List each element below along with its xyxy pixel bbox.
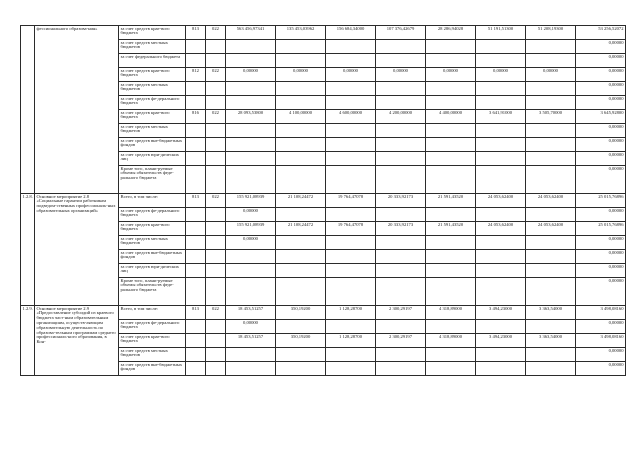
year-amount-cell xyxy=(476,208,526,222)
year-amount-cell: 0,00000 xyxy=(576,264,626,278)
year-amount-cell: 156 684,34000 xyxy=(326,26,376,40)
year-amount-cell: 0,00000 xyxy=(576,138,626,152)
year-amount-cell xyxy=(426,152,476,166)
funding-source-cell: за счет средств крае-вого бюджета xyxy=(119,334,186,348)
year-amount-cell: 20 333,92173 xyxy=(376,194,426,208)
year-amount-cell xyxy=(476,54,526,68)
year-amount-cell xyxy=(476,278,526,306)
grbs-code-cell xyxy=(186,166,206,194)
year-amount-cell: 4 400,00000 xyxy=(426,110,476,124)
year-amount-cell xyxy=(376,166,426,194)
year-amount-cell xyxy=(526,54,576,68)
year-amount-cell xyxy=(276,138,326,152)
year-amount-cell: 135 453,03962 xyxy=(276,26,326,40)
funding-source-cell: за счет средств юри-дических лиц xyxy=(119,152,186,166)
grbs-code-cell xyxy=(186,138,206,152)
year-amount-cell xyxy=(376,236,426,250)
year-amount-cell: 1 128,28700 xyxy=(326,306,376,320)
year-amount-cell xyxy=(526,362,576,376)
year-amount-cell: 0,00000 xyxy=(426,68,476,82)
year-amount-cell: 1 128,28700 xyxy=(326,334,376,348)
year-amount-cell: 0,00000 xyxy=(576,250,626,264)
year-amount-cell xyxy=(326,250,376,264)
year-amount-cell xyxy=(376,124,426,138)
section-code-cell xyxy=(206,96,226,110)
grbs-code-cell xyxy=(186,278,206,306)
funding-source-cell: за счет средств местных бюджетов xyxy=(119,124,186,138)
year-amount-cell: 3 494,23000 xyxy=(476,306,526,320)
year-amount-cell xyxy=(476,166,526,194)
year-amount-cell xyxy=(276,250,326,264)
year-amount-cell xyxy=(526,264,576,278)
funding-source-cell: Кроме того, плани-руемые объемы обязательств феде-рального бюджета xyxy=(119,166,186,194)
year-amount-cell: 0,00000 xyxy=(526,68,576,82)
funding-source-cell: за счет средств вне-бюджетных фондов xyxy=(119,138,186,152)
year-amount-cell: 0,00000 xyxy=(576,208,626,222)
year-amount-cell: 0,00000 xyxy=(576,96,626,110)
year-amount-cell xyxy=(426,362,476,376)
year-amount-cell xyxy=(476,250,526,264)
year-amount-cell xyxy=(476,152,526,166)
section-code-cell xyxy=(206,152,226,166)
section-code-cell xyxy=(206,362,226,376)
year-amount-cell: 4 100,00000 xyxy=(276,110,326,124)
year-amount-cell xyxy=(276,278,326,306)
year-amount-cell: 24 053,62400 xyxy=(476,194,526,208)
year-amount-cell xyxy=(476,96,526,110)
year-amount-cell xyxy=(376,40,426,54)
year-amount-cell xyxy=(276,348,326,362)
item-number-cell: 1.2.9. xyxy=(21,306,35,376)
year-amount-cell xyxy=(276,54,326,68)
table-row xyxy=(21,26,626,40)
year-amount-cell: 53 256,52072 xyxy=(576,26,626,40)
year-amount-cell xyxy=(376,320,426,334)
year-amount-cell xyxy=(526,320,576,334)
year-amount-cell: 0,00000 xyxy=(326,68,376,82)
year-amount-cell xyxy=(426,40,476,54)
section-code-cell xyxy=(206,320,226,334)
year-amount-cell xyxy=(276,152,326,166)
year-amount-cell: 28 286,94028 xyxy=(426,26,476,40)
section-code-cell xyxy=(206,166,226,194)
year-amount-cell: 24 053,62400 xyxy=(526,194,576,208)
funding-source-cell: за счет средств фе-дерального бюджета xyxy=(119,208,186,222)
funding-source-cell: за счет средств местных бюджетов xyxy=(119,82,186,96)
year-amount-cell xyxy=(426,278,476,306)
item-number-cell xyxy=(21,26,35,194)
total-amount-cell: 18 453,51257 xyxy=(226,306,276,320)
year-amount-cell: 19 764,47078 xyxy=(326,194,376,208)
total-amount-cell xyxy=(226,138,276,152)
year-amount-cell xyxy=(276,236,326,250)
year-amount-cell: 0,00000 xyxy=(576,348,626,362)
year-amount-cell xyxy=(526,166,576,194)
total-amount-cell: 155 921,08939 xyxy=(226,222,276,236)
grbs-code-cell xyxy=(186,124,206,138)
funding-source-cell: за счет средств крае-вого бюджета xyxy=(119,68,186,82)
section-code-cell xyxy=(206,54,226,68)
section-code-cell xyxy=(206,82,226,96)
year-amount-cell: 51 191,51300 xyxy=(476,26,526,40)
year-amount-cell: 21 591,43520 xyxy=(426,194,476,208)
total-amount-cell xyxy=(226,124,276,138)
section-code-cell xyxy=(206,40,226,54)
total-amount-cell: 18 453,51257 xyxy=(226,334,276,348)
grbs-code-cell xyxy=(186,264,206,278)
total-amount-cell xyxy=(226,348,276,362)
section-code-cell: 022 xyxy=(206,194,226,208)
funding-source-cell: за счет средств местных бюджетов xyxy=(119,348,186,362)
measure-name-cell: фессионального образова-ния» xyxy=(35,26,119,194)
total-amount-cell xyxy=(226,362,276,376)
year-amount-cell: 3 645,92800 xyxy=(576,110,626,124)
year-amount-cell xyxy=(426,54,476,68)
section-code-cell xyxy=(206,250,226,264)
year-amount-cell: 4 600,00000 xyxy=(326,110,376,124)
table-row xyxy=(21,306,626,320)
year-amount-cell xyxy=(526,208,576,222)
year-amount-cell xyxy=(376,138,426,152)
year-amount-cell: 350,19200 xyxy=(276,306,326,320)
year-amount-cell xyxy=(426,250,476,264)
year-amount-cell: 0,00000 xyxy=(576,40,626,54)
funding-source-cell: за счет федерального бюджета xyxy=(119,54,186,68)
funding-source-cell: за счет средств вне-бюджетных фондов xyxy=(119,362,186,376)
year-amount-cell xyxy=(526,96,576,110)
year-amount-cell xyxy=(376,264,426,278)
year-amount-cell: 21 591,43520 xyxy=(426,222,476,236)
year-amount-cell xyxy=(426,348,476,362)
item-number-cell: 1.2.8. xyxy=(21,194,35,306)
year-amount-cell: 0,00000 xyxy=(576,320,626,334)
year-amount-cell xyxy=(326,40,376,54)
funding-source-cell: за счет средств крае-вого бюджета xyxy=(119,110,186,124)
year-amount-cell xyxy=(426,264,476,278)
year-amount-cell xyxy=(426,82,476,96)
year-amount-cell xyxy=(476,82,526,96)
total-amount-cell xyxy=(226,152,276,166)
year-amount-cell: 3 641,91000 xyxy=(476,110,526,124)
year-amount-cell xyxy=(326,166,376,194)
year-amount-cell xyxy=(326,348,376,362)
grbs-code-cell: 816 xyxy=(186,110,206,124)
year-amount-cell: 0,00000 xyxy=(376,68,426,82)
year-amount-cell: 3 505,70000 xyxy=(526,110,576,124)
grbs-code-cell xyxy=(186,334,206,348)
year-amount-cell xyxy=(526,152,576,166)
year-amount-cell: 25 015,76896 xyxy=(576,222,626,236)
year-amount-cell xyxy=(276,208,326,222)
year-amount-cell xyxy=(426,320,476,334)
year-amount-cell xyxy=(426,124,476,138)
year-amount-cell xyxy=(326,320,376,334)
year-amount-cell: 24 053,62400 xyxy=(526,222,576,236)
year-amount-cell: 3 498,08160 xyxy=(576,306,626,320)
year-amount-cell xyxy=(526,278,576,306)
year-amount-cell xyxy=(276,124,326,138)
year-amount-cell xyxy=(326,152,376,166)
year-amount-cell: 0,00000 xyxy=(576,68,626,82)
section-code-cell xyxy=(206,222,226,236)
year-amount-cell xyxy=(326,278,376,306)
year-amount-cell xyxy=(476,124,526,138)
year-amount-cell xyxy=(526,348,576,362)
year-amount-cell: 0,00000 xyxy=(576,362,626,376)
grbs-code-cell xyxy=(186,82,206,96)
grbs-code-cell xyxy=(186,250,206,264)
year-amount-cell: 0,00000 xyxy=(276,68,326,82)
section-code-cell: 022 xyxy=(206,68,226,82)
year-amount-cell: 0,00000 xyxy=(576,82,626,96)
year-amount-cell xyxy=(526,82,576,96)
grbs-code-cell: 813 xyxy=(186,194,206,208)
total-amount-cell xyxy=(226,250,276,264)
total-amount-cell xyxy=(226,166,276,194)
year-amount-cell xyxy=(476,362,526,376)
grbs-code-cell: 812 xyxy=(186,68,206,82)
year-amount-cell: 4 318,89000 xyxy=(426,334,476,348)
year-amount-cell xyxy=(426,96,476,110)
year-amount-cell xyxy=(276,82,326,96)
total-amount-cell: 0,00000 xyxy=(226,68,276,82)
funding-source-cell: за счет средств крае-вого бюджета xyxy=(119,222,186,236)
total-amount-cell xyxy=(226,96,276,110)
total-amount-cell: 28 093,53800 xyxy=(226,110,276,124)
year-amount-cell xyxy=(376,82,426,96)
grbs-code-cell xyxy=(186,362,206,376)
year-amount-cell xyxy=(426,236,476,250)
year-amount-cell xyxy=(526,138,576,152)
year-amount-cell xyxy=(276,362,326,376)
section-code-cell: 022 xyxy=(206,26,226,40)
year-amount-cell xyxy=(376,54,426,68)
year-amount-cell xyxy=(476,264,526,278)
grbs-code-cell xyxy=(186,152,206,166)
year-amount-cell xyxy=(526,124,576,138)
year-amount-cell xyxy=(326,362,376,376)
grbs-code-cell xyxy=(186,222,206,236)
total-amount-cell: 155 921,08939 xyxy=(226,194,276,208)
year-amount-cell xyxy=(526,250,576,264)
grbs-code-cell xyxy=(186,40,206,54)
funding-source-cell: Кроме того, плани-руемые объемы обязательств феде-рального бюджета xyxy=(119,278,186,306)
year-amount-cell: 0,00000 xyxy=(576,54,626,68)
measure-name-cell: Основное мероприятие 2.8 «Социальные гарантии работникам подведом-ственных профессиональ-ных образовательных организаций» xyxy=(35,194,119,306)
year-amount-cell: 24 053,62400 xyxy=(476,222,526,236)
year-amount-cell xyxy=(326,208,376,222)
funding-source-cell: за счет средств юри-дических лиц xyxy=(119,264,186,278)
year-amount-cell: 19 764,47078 xyxy=(326,222,376,236)
year-amount-cell xyxy=(476,40,526,54)
funding-source-cell: за счет средств фе-дерального бюджета xyxy=(119,320,186,334)
grbs-code-cell xyxy=(186,236,206,250)
year-amount-cell xyxy=(326,82,376,96)
total-amount-cell: 563 456,97341 xyxy=(226,26,276,40)
section-code-cell xyxy=(206,334,226,348)
year-amount-cell: 25 015,76896 xyxy=(576,194,626,208)
year-amount-cell xyxy=(526,236,576,250)
budget-table xyxy=(20,25,626,376)
measure-name-cell: Основное мероприятие 2.9 «Предоставление субсидий из краевого бюджета част-ным образовательным организациям, осуществ-ляющим образовательную деятельность по образова-тельным программам среднего профессиональ-ного образования, в Кон- xyxy=(35,306,119,376)
year-amount-cell xyxy=(476,320,526,334)
year-amount-cell xyxy=(376,278,426,306)
year-amount-cell: 51 208,19300 xyxy=(526,26,576,40)
year-amount-cell xyxy=(326,264,376,278)
total-amount-cell xyxy=(226,278,276,306)
year-amount-cell: 21 108,24472 xyxy=(276,222,326,236)
funding-source-cell: Всего, в том числе: xyxy=(119,306,186,320)
year-amount-cell xyxy=(426,138,476,152)
year-amount-cell: 0,00000 xyxy=(576,152,626,166)
grbs-code-cell xyxy=(186,348,206,362)
year-amount-cell: 0,00000 xyxy=(476,68,526,82)
year-amount-cell xyxy=(476,236,526,250)
year-amount-cell xyxy=(426,208,476,222)
year-amount-cell xyxy=(526,40,576,54)
year-amount-cell: 3 363,54000 xyxy=(526,334,576,348)
year-amount-cell: 350,19200 xyxy=(276,334,326,348)
year-amount-cell xyxy=(376,208,426,222)
year-amount-cell: 0,00000 xyxy=(576,278,626,306)
funding-source-cell: за счет средств вне-бюджетных фондов xyxy=(119,250,186,264)
total-amount-cell xyxy=(226,40,276,54)
year-amount-cell xyxy=(276,264,326,278)
year-amount-cell: 0,00000 xyxy=(576,124,626,138)
year-amount-cell: 4 200,00000 xyxy=(376,110,426,124)
year-amount-cell xyxy=(276,166,326,194)
year-amount-cell xyxy=(276,96,326,110)
year-amount-cell xyxy=(376,348,426,362)
grbs-code-cell xyxy=(186,208,206,222)
year-amount-cell xyxy=(476,138,526,152)
year-amount-cell xyxy=(326,96,376,110)
section-code-cell xyxy=(206,264,226,278)
grbs-code-cell xyxy=(186,54,206,68)
funding-source-cell: за счет средств фе-дерального бюджета xyxy=(119,96,186,110)
total-amount-cell: 0,00000 xyxy=(226,320,276,334)
section-code-cell xyxy=(206,348,226,362)
year-amount-cell xyxy=(376,362,426,376)
grbs-code-cell: 813 xyxy=(186,26,206,40)
section-code-cell xyxy=(206,236,226,250)
total-amount-cell: 0,00000 xyxy=(226,208,276,222)
funding-source-cell: Всего, в том числе: xyxy=(119,194,186,208)
year-amount-cell: 2 300,29197 xyxy=(376,306,426,320)
funding-source-cell: за счет средств местных бюджетов xyxy=(119,236,186,250)
year-amount-cell xyxy=(376,152,426,166)
total-amount-cell: 0,00000 xyxy=(226,236,276,250)
grbs-code-cell xyxy=(186,320,206,334)
grbs-code-cell xyxy=(186,96,206,110)
total-amount-cell xyxy=(226,82,276,96)
total-amount-cell xyxy=(226,54,276,68)
year-amount-cell: 21 108,24472 xyxy=(276,194,326,208)
year-amount-cell: 4 318,89000 xyxy=(426,306,476,320)
section-code-cell xyxy=(206,208,226,222)
total-amount-cell xyxy=(226,264,276,278)
grbs-code-cell: 813 xyxy=(186,306,206,320)
year-amount-cell xyxy=(326,138,376,152)
year-amount-cell xyxy=(276,320,326,334)
section-code-cell: 022 xyxy=(206,306,226,320)
year-amount-cell xyxy=(376,96,426,110)
year-amount-cell: 0,00000 xyxy=(576,236,626,250)
section-code-cell xyxy=(206,138,226,152)
section-code-cell xyxy=(206,124,226,138)
year-amount-cell: 3 363,54000 xyxy=(526,306,576,320)
year-amount-cell: 3 498,08160 xyxy=(576,334,626,348)
year-amount-cell xyxy=(426,166,476,194)
year-amount-cell: 0,00000 xyxy=(576,166,626,194)
year-amount-cell: 107 376,42679 xyxy=(376,26,426,40)
table-row xyxy=(21,194,626,208)
year-amount-cell xyxy=(326,124,376,138)
year-amount-cell xyxy=(326,54,376,68)
year-amount-cell xyxy=(326,236,376,250)
year-amount-cell: 20 333,92173 xyxy=(376,222,426,236)
year-amount-cell: 2 300,29197 xyxy=(376,334,426,348)
year-amount-cell xyxy=(376,250,426,264)
section-code-cell: 022 xyxy=(206,110,226,124)
year-amount-cell xyxy=(276,40,326,54)
funding-source-cell: за счет средств крае-вого бюджета xyxy=(119,26,186,40)
section-code-cell xyxy=(206,278,226,306)
year-amount-cell: 3 494,23000 xyxy=(476,334,526,348)
funding-source-cell: за счет средств местных бюджетов xyxy=(119,40,186,54)
year-amount-cell xyxy=(476,348,526,362)
